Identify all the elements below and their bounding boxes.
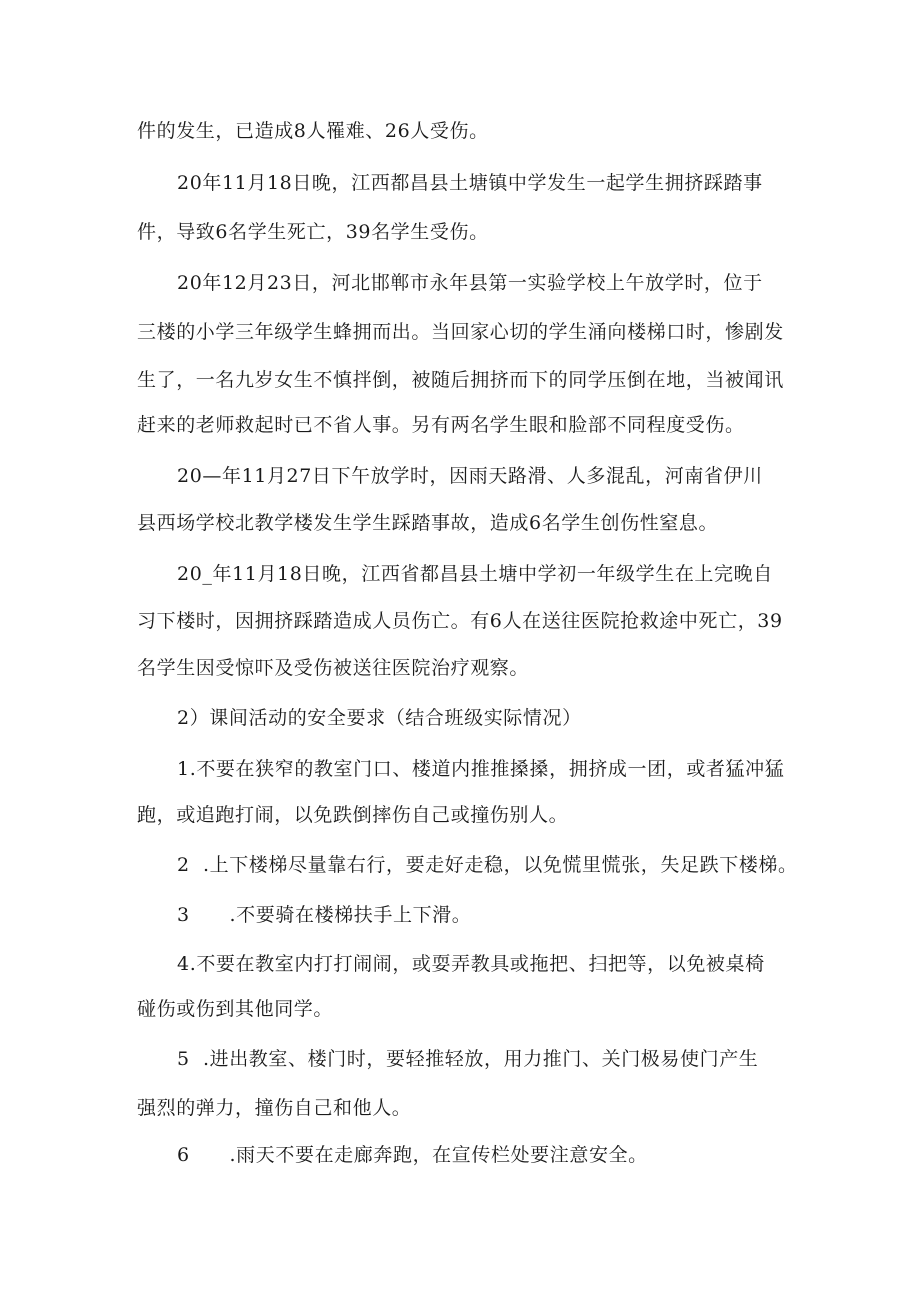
text-line: 2 .上下楼梯尽量靠右行，要走好走稳，以免慌里慌张，失足跌下楼梯。 — [177, 854, 798, 876]
text-line: 县西场学校北教学楼发生学生踩踏事故，造成6名学生创伤性窒息。 — [137, 512, 719, 534]
text-line: 生了，一名九岁女生不慎拌倒，被随后拥挤而下的同学压倒在地，当被闻讯 — [137, 369, 784, 391]
text-line: 名学生因受惊吓及受伤被送往医院治疗观察。 — [137, 657, 530, 679]
text-line: 1.不要在狭窄的教室门口、楼道内推推搡搡，拥挤成一团，或者猛冲猛 — [177, 758, 785, 780]
text-line: 3 .不要骑在楼梯扶手上下滑。 — [177, 904, 472, 926]
text-line: 20_年11月18日晚，江西省都昌县土塘中学初一年级学生在上完晚自 — [177, 563, 773, 585]
text-line: 4.不要在教室内打打闹闹，或耍弄教具或拖把、扫把等，以免被桌椅 — [177, 953, 765, 975]
text-line: 碰伤或伤到其他同学。 — [137, 998, 334, 1020]
text-line: 三楼的小学三年级学生蜂拥而出。当回家心切的学生涌向楼梯口时，惨剧发 — [137, 321, 784, 343]
text-line: 赶来的老师救起时已不省人事。另有两名学生眼和脸部不同程度受伤。 — [137, 414, 745, 436]
text-line: 习下楼时，因拥挤踩踏造成人员伤亡。有6人在送往医院抢救途中死亡，39 — [137, 610, 783, 632]
text-line: 5 .进出教室、楼门时，要轻推轻放，用力推门、关门极易使门产生 — [177, 1048, 759, 1070]
text-line: 20年12月23日，河北邯郸市永年县第一实验学校上午放学时，位于 — [177, 272, 763, 294]
text-line: 20年11月18日晚，江西都昌县土塘镇中学发生一起学生拥挤踩踏事 — [177, 172, 763, 194]
text-line: 跑，或追跑打闹，以免跌倒摔伤自己或撞伤别人。 — [137, 804, 569, 826]
text-line: 20—年11月27日下午放学时，因雨天路滑、人多混乱，河南省伊川 — [177, 465, 763, 487]
text-line: 件的发生，已造成8人罹难、26人受伤。 — [137, 120, 489, 142]
section-heading: 2）课间活动的安全要求（结合班级实际情况） — [177, 707, 582, 729]
text-line: 6 .雨天不要在走廊奔跑，在宣传栏处要注意安全。 — [177, 1144, 648, 1166]
text-line: 件，导致6名学生死亡，39名学生受伤。 — [137, 221, 489, 243]
text-line: 强烈的弹力，撞伤自己和他人。 — [137, 1097, 412, 1119]
